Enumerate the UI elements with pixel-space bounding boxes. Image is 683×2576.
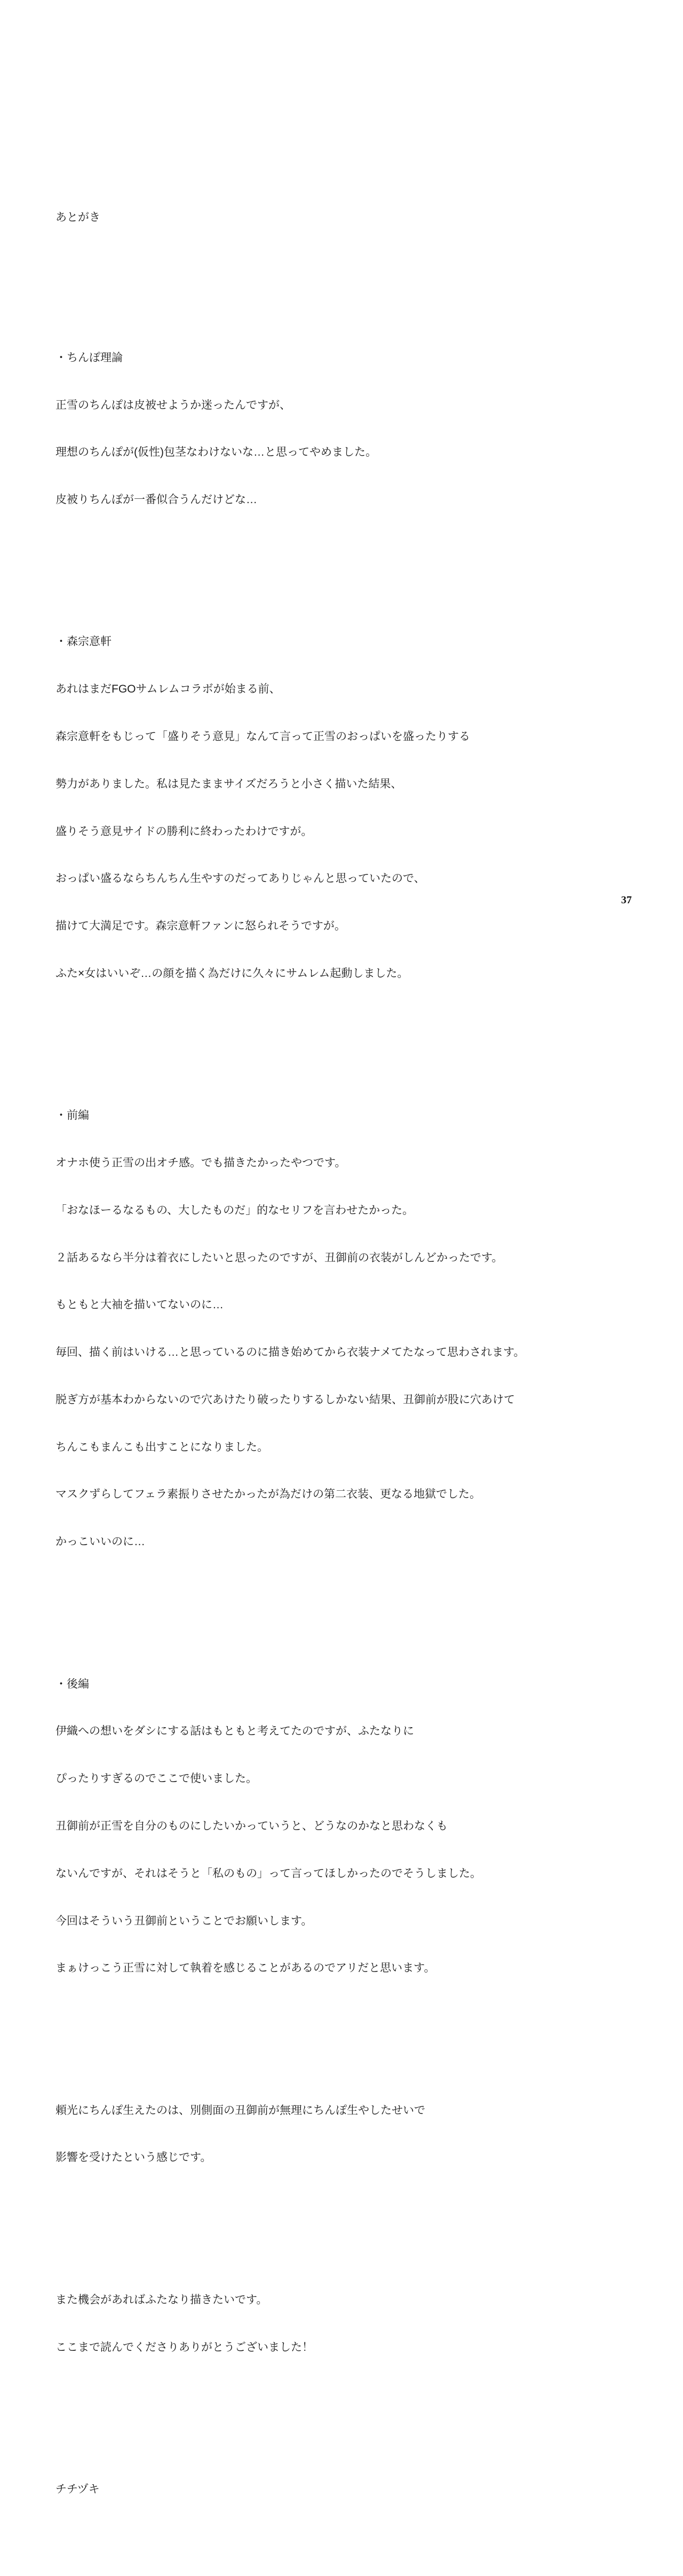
text-line: 正雪のちんぽは皮被せようか迷ったんですが、 bbox=[55, 399, 291, 411]
section-chinpo-theory bbox=[55, 319, 525, 539]
text-line: ぴったりすぎるのでここで使いました。 bbox=[55, 1772, 257, 1785]
text-line: ここまで読んでくださりありがとうございました！ bbox=[55, 2341, 313, 2354]
text-line: 森宗意軒をもじって「盛りそう意見」なんて言って正雪のおっぱいを盛ったりする bbox=[55, 730, 470, 743]
text-line: ２話あるなら半分は着衣にしたいと思ったのですが、丑御前の衣装がしんどかったです。 bbox=[55, 1251, 503, 1264]
section-zenpen bbox=[55, 1076, 525, 1581]
section-heading: ・森宗意軒 bbox=[55, 635, 112, 648]
text-line: 脱ぎ方が基本わからないので穴あけたり破ったりするしかない結果、丑御前が股に穴あけて bbox=[55, 1393, 515, 1406]
section-heading: ・前編 bbox=[55, 1109, 89, 1122]
text-line: ちんこもまんこも出すことになりました。 bbox=[55, 1441, 268, 1453]
text-line: 「おなほーるなるもの、大したものだ」的なセリフを言わせたかった。 bbox=[55, 1204, 414, 1217]
text-line: 今回はそういう丑御前ということでお願いします。 bbox=[55, 1914, 313, 1927]
section-morimune-iken bbox=[55, 602, 525, 1013]
afterword-text bbox=[55, 131, 525, 2576]
text-line: 描けて大満足です。森宗意軒ファンに怒られそうですが。 bbox=[55, 920, 346, 933]
afterword-title bbox=[55, 178, 525, 257]
text-line: オナホ使う正雪の出オチ感。でも描きたかったやつです。 bbox=[55, 1157, 346, 1169]
text-line: 毎回、描く前はいける…と思っているのに描き始めてから衣装ナメてたなって思わされます。 bbox=[55, 1346, 525, 1359]
page-number: 37 bbox=[621, 894, 632, 906]
text-line: 伊織への想いをダシにする話はもともと考えてたのですが、ふたなりに bbox=[55, 1725, 414, 1738]
text-line: マスクずらしてフェラ素振りさせたかったが為だけの第二衣装、更なる地獄でした。 bbox=[55, 1488, 481, 1501]
text-line: ふた×女はいいぞ…の顔を描く為だけに久々にサムレム起動しました。 bbox=[55, 967, 409, 980]
author-signature bbox=[55, 2450, 525, 2529]
closing-thanks bbox=[55, 2261, 525, 2387]
text-line: また機会があればふたなり描きたいです。 bbox=[55, 2293, 268, 2306]
text-line: 理想のちんぽが(仮性)包茎なわけないな…と思ってやめました。 bbox=[55, 446, 377, 459]
section-heading: ・後編 bbox=[55, 1677, 89, 1690]
section-kouhen bbox=[55, 1644, 525, 2008]
text-line: 頼光にちんぽ生えたのは、別側面の丑御前が無理にちんぽ生やしたせいで bbox=[55, 2104, 425, 2117]
section-heading: ・ちんぽ理論 bbox=[55, 351, 123, 364]
text-line: 勢力がありました。私は見たままサイズだろうと小さく描いた結果、 bbox=[55, 777, 402, 790]
text-line: まぁけっこう正雪に対して執着を感じることがあるのでアリだと思います。 bbox=[55, 1962, 435, 1975]
author-name: チチヅキ bbox=[55, 2483, 100, 2495]
text-line: もともと大袖を描いてないのに… bbox=[55, 1299, 224, 1311]
text-line: 丑御前が正雪を自分のものにしたいかっていうと、どうなのかなと思わなくも bbox=[55, 1819, 448, 1832]
page-title: あとがき bbox=[55, 211, 100, 224]
text-line: あれはまだFGOサムレムコラボが始まる前、 bbox=[55, 683, 281, 696]
text-line: 盛りそう意見サイドの勝利に終わったわけですが。 bbox=[55, 825, 313, 838]
text-line: 皮被りちんぽが一番似合うんだけどな… bbox=[55, 494, 257, 506]
note-raikou bbox=[55, 2071, 525, 2197]
text-line: 影響を受けたという感じです。 bbox=[55, 2151, 212, 2164]
text-line: かっこいいのに… bbox=[55, 1536, 145, 1548]
text-line: おっぱい盛るならちんちん生やすのだってありじゃんと思っていたので、 bbox=[55, 872, 425, 885]
text-line: ないんですが、それはそうと「私のもの」って言ってほしかったのでそうしました。 bbox=[55, 1867, 481, 1880]
